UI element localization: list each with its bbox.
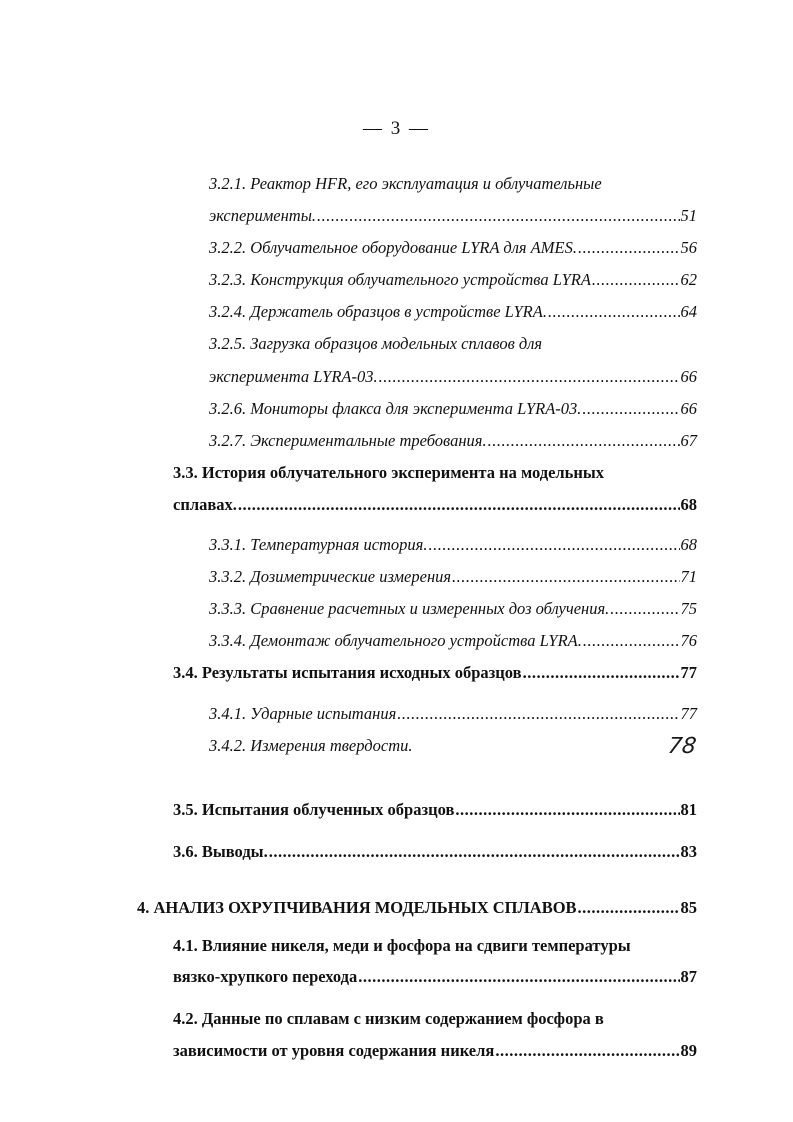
toc-page-number: 62 <box>680 270 697 289</box>
toc-entry-chapter-4 <box>137 898 697 918</box>
toc-entry-3-2-1-line2 <box>209 206 697 226</box>
toc-entry-3-4-1 <box>209 704 697 724</box>
toc-page-number: 77 <box>680 704 697 723</box>
toc-page-number: 71 <box>680 567 697 586</box>
leader-dots <box>495 1041 679 1061</box>
toc-entry-title: 3.2.1. Реактор HFR, его эксплуатация и облучательные <box>209 174 602 193</box>
toc-page-number: 75 <box>680 599 697 618</box>
toc-page-number: 89 <box>680 1041 697 1060</box>
toc-entry-title: 3.4.1. Ударные испытания <box>209 704 397 723</box>
toc-entry-3-2-5-line1 <box>209 334 697 354</box>
leader-dots <box>523 663 680 683</box>
toc-page-number: 76 <box>680 631 697 650</box>
toc-entry-3-3-line1 <box>173 463 697 483</box>
toc-entry-3-3-3 <box>209 599 697 619</box>
toc-entry-3-3-1 <box>209 535 697 555</box>
toc-entry-title: вязко-хрупкого перехода <box>173 967 358 986</box>
toc-entry-3-5 <box>173 800 697 820</box>
toc-entry-4-2-line1 <box>173 1009 697 1029</box>
toc-entry-title: 3.3.1. Температурная история. <box>209 535 428 554</box>
toc-entry-title: 3.6. Выводы. <box>173 842 268 861</box>
leader-dots <box>455 800 679 820</box>
toc-entry-3-2-6 <box>209 399 697 419</box>
leader-dots <box>428 535 679 555</box>
toc-entry-title: 3.2.5. Загрузка образцов модельных сплавов для <box>209 334 543 353</box>
toc-entry-title: 3.4. Результаты испытания исходных образцов <box>173 663 522 682</box>
leader-dots <box>269 842 680 862</box>
toc-entry-title: 3.4.2. Измерения твердости. <box>209 736 413 755</box>
toc-entry-3-2-5-line2 <box>209 367 697 387</box>
leader-dots <box>452 567 679 587</box>
toc-page-number: 83 <box>680 842 697 861</box>
toc-entry-3-3-2 <box>209 567 697 587</box>
leader-dots <box>578 898 680 918</box>
leader-dots <box>238 495 680 515</box>
leader-dots <box>358 967 679 987</box>
toc-entry-3-2-4 <box>209 302 697 322</box>
toc-entry-3-4-2 <box>209 736 697 756</box>
leader-dots <box>379 367 680 387</box>
toc-entry-3-2-2 <box>209 238 697 258</box>
toc-entry-title: 3.2.2. Облучательное оборудование LYRA для AMES. <box>209 238 577 257</box>
toc-entry-4-1-line2 <box>173 967 697 987</box>
toc-entry-3-2-1-line1 <box>209 174 697 194</box>
toc-page-number: 87 <box>680 967 697 986</box>
toc-entry-3-3-4 <box>209 631 697 651</box>
toc-entry-title: сплавах. <box>173 495 237 514</box>
toc-page-number: 81 <box>680 800 697 819</box>
toc-page-number: 85 <box>680 898 697 917</box>
toc-entry-title: 3.2.6. Мониторы флакса для эксперимента LYRA-03. <box>209 399 582 418</box>
leader-dots <box>488 431 680 451</box>
toc-page-number: 51 <box>680 206 697 225</box>
leader-dots <box>578 238 680 258</box>
toc-entry-3-6 <box>173 842 697 862</box>
toc-page-number: 66 <box>680 399 697 418</box>
toc-page-number: 77 <box>680 663 697 682</box>
toc-entry-title: 3.2.4. Держатель образцов в устройстве LYRA. <box>209 302 547 321</box>
toc-entry-title: эксперимента LYRA-03. <box>209 367 378 386</box>
leader-dots <box>610 599 679 619</box>
toc-entry-4-2-line2 <box>173 1041 697 1061</box>
toc-entry-3-2-7 <box>209 431 697 451</box>
toc-entry-title: 3.5. Испытания облученных образцов <box>173 800 455 819</box>
toc-entry-title: 3.2.3. Конструкция облучательного устройства LYRA <box>209 270 591 289</box>
toc-entry-title: 3.3.2. Дозиметрические измерения <box>209 567 452 586</box>
toc-page-number: 67 <box>680 431 697 450</box>
leader-dots <box>592 270 680 290</box>
leader-dots <box>317 206 679 226</box>
page-number: — 3 — <box>363 118 430 139</box>
leader-dots <box>583 631 680 651</box>
toc-entry-title: 4. АНАЛИЗ ОХРУПЧИВАНИЯ МОДЕЛЬНЫХ СПЛАВОВ <box>137 898 577 917</box>
leader-dots <box>582 399 679 419</box>
toc-entry-title: зависимости от уровня содержания никеля <box>173 1041 495 1060</box>
toc-entry-title: эксперименты. <box>209 206 317 225</box>
toc-entry-3-4 <box>173 663 697 683</box>
toc-page-number: 64 <box>680 302 697 321</box>
toc-page-number: 56 <box>680 238 697 257</box>
toc-page-number: 68 <box>680 535 697 554</box>
handwritten-page-number: 78 <box>666 734 698 759</box>
leader-dots <box>397 704 679 724</box>
toc-entry-title: 3.3.3. Сравнение расчетных и измеренных доз облучения. <box>209 599 610 618</box>
toc-entry-title: 3.3.4. Демонтаж облучательного устройства LYRA. <box>209 631 582 650</box>
toc-entry-4-1-line1 <box>173 936 697 956</box>
toc-page-number: 68 <box>680 495 697 514</box>
toc-page-number: 66 <box>680 367 697 386</box>
toc-entry-title: 3.3. История облучательного эксперимента на модельных <box>173 463 605 482</box>
toc-entry-3-2-3 <box>209 270 697 290</box>
leader-dots <box>548 302 680 322</box>
toc-entry-title: 3.2.7. Экспериментальные требования. <box>209 431 487 450</box>
toc-entry-title: 4.1. Влияние никеля, меди и фосфора на сдвиги температуры <box>173 936 631 955</box>
toc-entry-3-3-line2 <box>173 495 697 515</box>
toc-entry-title: 4.2. Данные по сплавам с низким содержанием фосфора в <box>173 1009 604 1028</box>
